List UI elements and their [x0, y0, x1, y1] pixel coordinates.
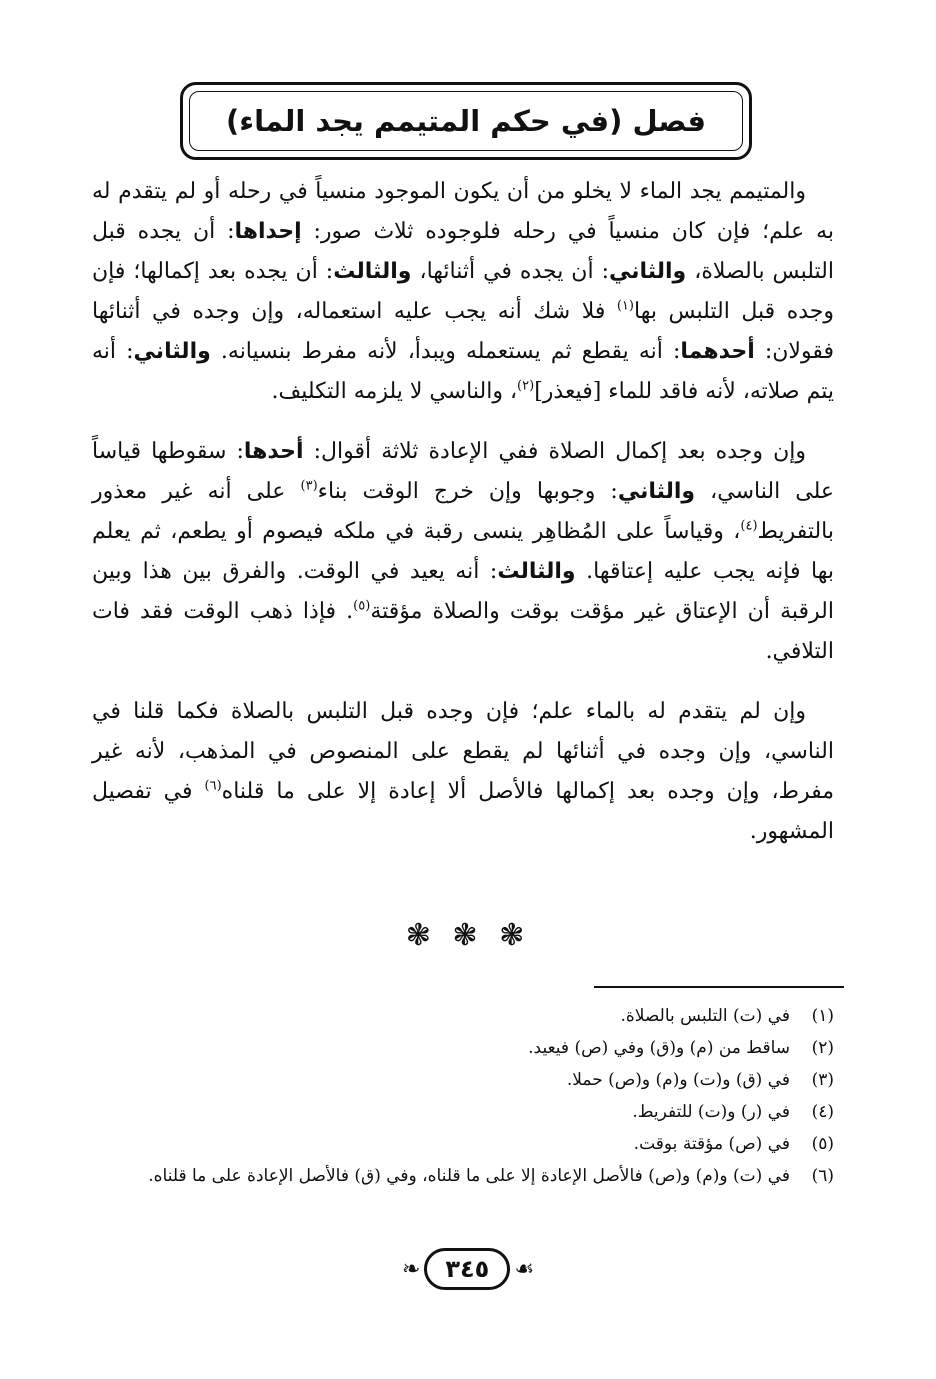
right-flourish-icon: ☙	[514, 1256, 535, 1282]
footnote-text: ساقط من (م) و(ق) وفي (ص) فيعيد.	[528, 1038, 790, 1058]
footnote-ref-5: (٥)	[353, 598, 371, 614]
footnote-item	[82, 1096, 834, 1128]
footnote-item	[82, 1032, 834, 1064]
chapter-title-frame	[180, 82, 752, 160]
paragraph-1: والمتيمم يجد الماء لا يخلو من أن يكون الموجود منسياً في رحله أو لم يتقدم له به علم؛ فإن كان منسياً في رحله فلوجوده ثلاث صور: إحداها: أن يجده قبل التلبس بالصلاة، والثاني: أن يجده في أثنائها، والثالث: أن يجده بعد إكمالها؛ فإن وجده قبل التلبس بها$^{(١)}$ فلا شك أنه يجب عليه استعماله، وإن وجده في أثنائها فقولان: أحدهما: أنه يقطع ثم يستعمله ويبدأ، لأنه مفرط بنسيانه. والثاني: أنه يتم صلاته، لأنه فاقد للماء [فيعذر]$^{(٢)}$، والناسي لا يلزمه التكليف.	[92, 179, 834, 404]
footnote-text: في (ق) و(ت) و(م) و(ص) حملا.	[566, 1070, 790, 1090]
footnotes	[82, 1000, 834, 1192]
footnote-item	[82, 1128, 834, 1160]
footnote-text: في (ت) و(م) و(ص) فالأصل الإعادة إلا على ما قلناه، وفي (ق) فالأصل الإعادة على ما قلناه.	[148, 1166, 790, 1186]
section-separator-stars: ❃ ❃ ❃	[405, 918, 531, 953]
footnote-item	[82, 1000, 834, 1032]
footnote-text: في (ص) مؤقتة بوقت.	[633, 1134, 790, 1154]
footnote-item	[82, 1064, 834, 1096]
footnote-number: (٣)	[811, 1070, 834, 1090]
page-number-ornament	[0, 1248, 936, 1290]
footnote-ref-3: (٣)	[300, 478, 318, 494]
page-number: ٣٤٥	[424, 1248, 510, 1290]
footnote-number: (١)	[811, 1006, 834, 1026]
footnote-item	[82, 1160, 834, 1192]
left-flourish-icon: ❧	[401, 1256, 421, 1282]
footnote-divider	[594, 986, 844, 988]
main-text	[92, 172, 834, 872]
footnote-ref-4: (٤)	[740, 518, 758, 534]
footnote-number: (٦)	[811, 1166, 834, 1186]
chapter-title: فصل (في حكم المتيمم يجد الماء)	[226, 104, 706, 138]
footnote-number: (٢)	[811, 1038, 834, 1058]
footnote-number: (٤)	[811, 1102, 834, 1122]
footnote-ref-6: (٦)	[204, 778, 222, 794]
footnote-text: في (ت) التلبس بالصلاة.	[620, 1006, 790, 1026]
footnote-text: في (ر) و(ت) للتفريط.	[632, 1102, 790, 1122]
footnote-number: (٥)	[811, 1134, 834, 1154]
paragraph-3: وإن لم يتقدم له بالماء علم؛ فإن وجده قبل التلبس بالصلاة فكما قلنا في الناسي، وإن وجده في أثنائها لم يقطع على المنصوص في المذهب، لأنه غير مفرط، وإن وجده بعد إكمالها فالأصل ألا إعادة إلا على ما قلناه$^{(٦)}$ في تفصيل المشهور.	[92, 699, 834, 844]
footnote-ref-1: (١)	[616, 298, 634, 314]
paragraph-2: وإن وجده بعد إكمال الصلاة ففي الإعادة ثلاثة أقوال: أحدها: سقوطها قياساً على الناسي، والثاني: وجوبها وإن خرج الوقت بناء$^{(٣)}$ على أنه غير معذور بالتفريط$^{(٤)}$، وقياساً على المُظاهِر ينسى رقبة في ملكه فيصوم أو يطعم، ثم يعلم بها فإنه يجب عليه إعتاقها. والثالث: أنه يعيد في الوقت. والفرق بين هذا وبين الرقبة أن الإعتاق غير مؤقت بوقت والصلاة مؤقتة$^{(٥)}$. فإذا ذهب الوقت فقد فات التلافي.	[92, 439, 835, 664]
footnote-ref-2: (٢)	[517, 378, 535, 394]
